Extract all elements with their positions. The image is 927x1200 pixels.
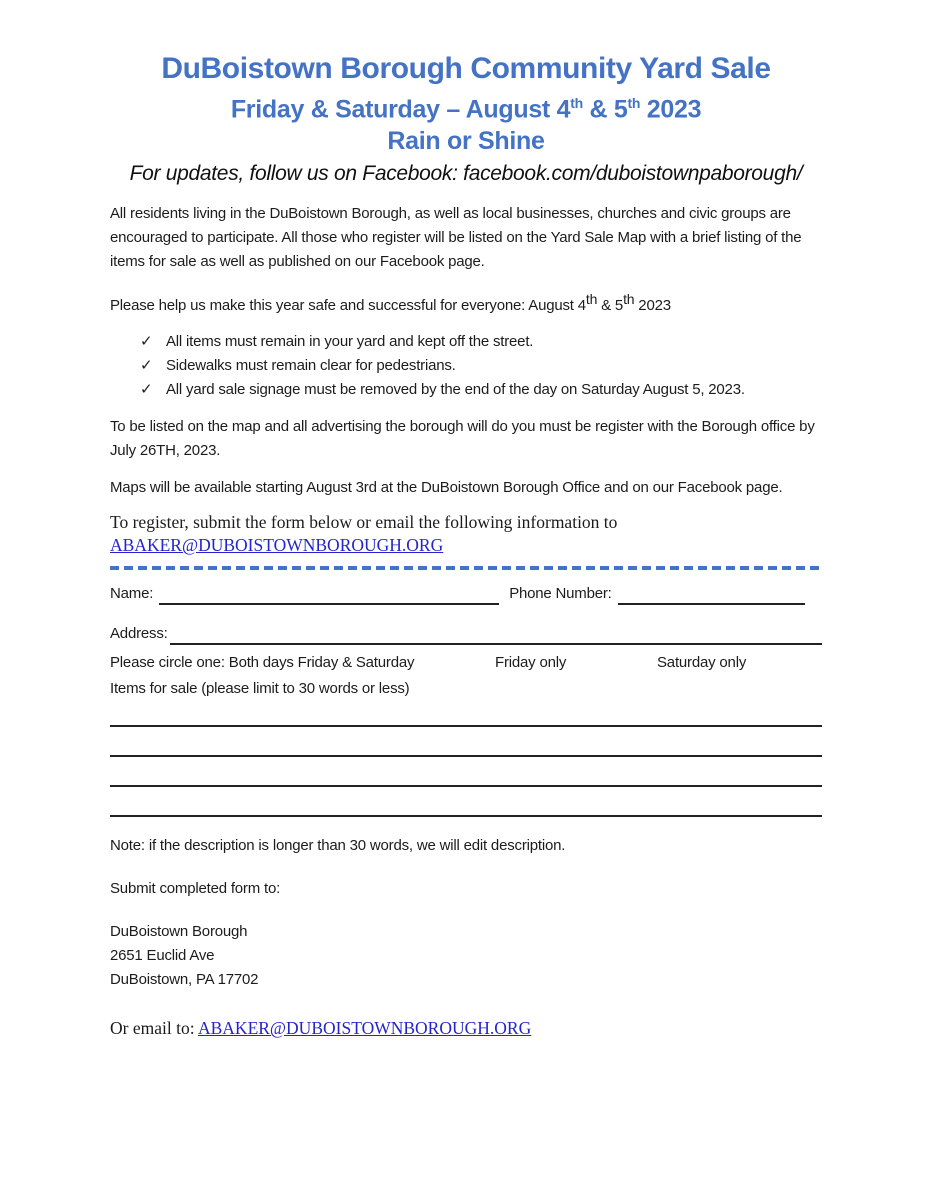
intro-paragraph: All residents living in the DuBoistown Borough, as well as local businesses, churches and civic groups are encouraged to participate. All those who register will be listed on the Yard Sale Map with a brief listing of the items for sale as well as published on our Facebook page. bbox=[110, 205, 802, 271]
page-title: DuBoistown Borough Community Yard Sale bbox=[161, 52, 771, 85]
safety-superscript-2: th bbox=[623, 291, 635, 308]
register-instruction-paragraph bbox=[110, 511, 822, 557]
date-superscript-1: th bbox=[570, 95, 583, 111]
date-line bbox=[110, 87, 822, 125]
street-address: 2651 Euclid Ave bbox=[110, 947, 215, 965]
date-line-part2: & 5 bbox=[582, 95, 628, 124]
write-in-line bbox=[110, 701, 822, 727]
dashed-divider bbox=[110, 566, 822, 570]
safety-superscript-1: th bbox=[585, 291, 598, 308]
address-label: Address: bbox=[110, 625, 168, 643]
friday-only-option: Friday only bbox=[495, 654, 567, 672]
date-line-part3: 2023 bbox=[640, 95, 702, 124]
rule-text: Sidewalks must remain clear for pedestrians. bbox=[166, 357, 456, 375]
note-text: Note: if the description is longer than 30 words, we will edit description. bbox=[110, 837, 566, 855]
date-superscript-2: th bbox=[627, 95, 641, 111]
document-header bbox=[110, 50, 822, 187]
phone-label: Phone Number: bbox=[509, 585, 612, 603]
safety-part1: Please help us make this year safe and successful for everyone: August 4 bbox=[110, 297, 586, 315]
address-write-line bbox=[170, 627, 822, 645]
rule-text: All yard sale signage must be removed by the end of the day on Saturday August 5, 2023. bbox=[166, 381, 745, 399]
mailing-address-block bbox=[110, 920, 822, 992]
items-for-sale-label: Items for sale (please limit to 30 words or less) bbox=[110, 680, 410, 698]
safety-paragraph bbox=[110, 287, 822, 318]
write-in-line bbox=[110, 757, 822, 787]
description-write-lines bbox=[110, 701, 822, 817]
name-label: Name: bbox=[110, 585, 154, 603]
facebook-line: For updates, follow us on Facebook: facebook.com/duboistownpaborough/ bbox=[129, 162, 803, 186]
safety-part2: & 5 bbox=[597, 297, 624, 315]
name-write-line bbox=[159, 587, 499, 605]
checkmark-icon: ✓ bbox=[140, 357, 153, 375]
write-in-line bbox=[110, 727, 822, 757]
maps-availability-paragraph: Maps will be available starting August 3rd at the DuBoistown Borough Office and on our Facebook page. bbox=[110, 479, 783, 497]
name-phone-row bbox=[110, 582, 822, 606]
rules-list bbox=[110, 330, 822, 402]
or-email-line bbox=[110, 1017, 822, 1040]
phone-write-line bbox=[618, 587, 805, 605]
rule-item bbox=[140, 354, 822, 378]
checkmark-icon: ✓ bbox=[140, 381, 153, 399]
register-email-link[interactable]: ABAKER@DUBOISTOWNBOROUGH.ORG bbox=[110, 535, 444, 556]
circle-one-row bbox=[110, 651, 822, 675]
submit-email-link[interactable]: ABAKER@DUBOISTOWNBOROUGH.ORG bbox=[197, 1018, 532, 1039]
org-name: DuBoistown Borough bbox=[110, 923, 248, 941]
rule-item bbox=[140, 378, 822, 402]
date-line-part1: Friday & Saturday – August 4 bbox=[230, 95, 571, 124]
safety-part3: 2023 bbox=[634, 297, 671, 315]
rule-text: All items must remain in your yard and kept off the street. bbox=[166, 333, 534, 351]
write-in-line bbox=[110, 787, 822, 817]
saturday-only-option: Saturday only bbox=[657, 654, 747, 672]
address-row bbox=[110, 622, 822, 646]
rain-or-shine-line: Rain or Shine bbox=[387, 127, 545, 156]
or-email-label: Or email to: bbox=[110, 1018, 198, 1039]
rule-item bbox=[140, 330, 822, 354]
submit-heading: Submit completed form to: bbox=[110, 880, 281, 898]
city-state-zip: DuBoistown, PA 17702 bbox=[110, 971, 259, 989]
registration-deadline-paragraph: To be listed on the map and all advertising the borough will do you must be register with the Borough office by July 26TH, 2023. bbox=[110, 418, 815, 460]
checkmark-icon: ✓ bbox=[140, 333, 153, 351]
circle-one-prompt: Please circle one: Both days Friday & Saturday bbox=[110, 654, 415, 672]
register-instruction-text: To register, submit the form below or email the following information to bbox=[110, 512, 618, 533]
